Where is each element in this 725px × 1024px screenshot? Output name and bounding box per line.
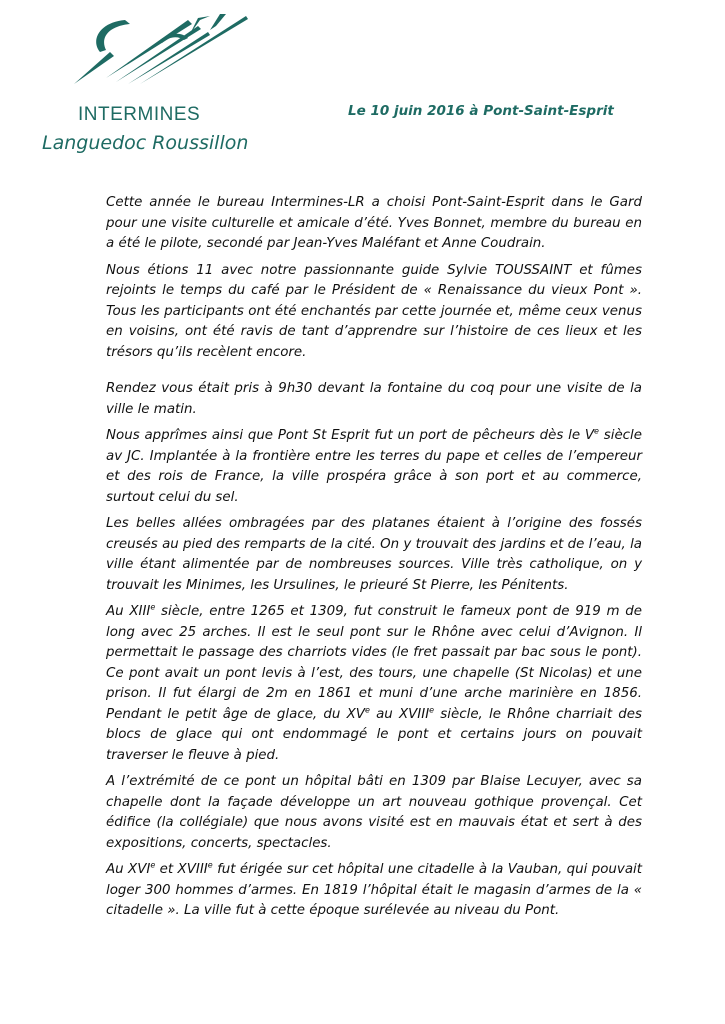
paragraph [106, 602, 642, 766]
paragraph: Cette année le bureau Intermines-LR a choisi Pont-Saint-Esprit dans le Gard pour une visite culturelle et amicale d’été. Yves Bonnet, membre du bureau en a été le pilote, secondé par Jean-Yves Maléfant et Anne Coudrain. [106, 195, 642, 251]
paragraph: Les belles allées ombragées par des platanes étaient à l’origine des fossés creusés au pied des remparts de la cité. On y trouvait des jardins et de l’eau, la ville étant alimentée par de nombreuses sources. Ville très catholique, on y trouvait les Minimes, les Ursulines, le prieuré St Pierre, les Pénitents. [106, 516, 642, 593]
text-run: fut érigée sur cet hôpital une citadelle à la Vauban, qui pouvait loger 300 hommes d’armes. En 1819 l’hôpital était le magasin d’armes de la « citadelle ». La ville fut à cette époque surélevée au niveau du Pont. [106, 862, 643, 918]
text-run: Au XVI [106, 862, 151, 877]
logo-subtitle: Languedoc Roussillon [42, 132, 249, 154]
text-run: et XVIII [155, 862, 208, 877]
intermines-emblem-icon [70, 12, 250, 92]
superscript: e [150, 602, 156, 612]
text-run: Au XIII [106, 604, 151, 619]
article-body [106, 193, 642, 922]
date-line: Le 10 juin 2016 à Pont-Saint-Esprit [348, 103, 614, 119]
text-run: siècle, entre 1265 et 1309, fut construit le fameux pont de 919 m de long avec 25 arches. Il est le seul pont sur le Rhône avec celui d’Avignon. Il permettait le passage des charriots vides (le fret passait par bac sous le pont). Ce pont avait un pont levis à l’est, des tours, une chapelle (St Nicolas) et une prison. Il fut élargi de 2m en 1861 et muni d’une arche marinière en 1856. Pendant le petit âge de glace, du XV [106, 604, 642, 722]
superscript: e [429, 705, 435, 715]
logo-title: INTERMINES [78, 104, 201, 125]
text-run: au XVIII [369, 706, 430, 722]
superscript: e [364, 705, 370, 715]
paragraph: Rendez vous était pris à 9h30 devant la fontaine du coq pour une visite de la ville le matin. [106, 381, 642, 417]
superscript: e [207, 860, 213, 870]
text-run: siècle av JC. Implantée à la frontière entre les terres du pape et celles de l’empereur et des rois de France, la ville prospéra grâce à son port et au commerce, surtout celui du sel. [106, 428, 643, 505]
text-run: siècle, le Rhône charriait des blocs de glace qui ont endommagé le pont et certains jours on pouvait traverser le fleuve à pied. [106, 706, 643, 763]
superscript: e [150, 860, 156, 870]
intermines-logo [40, 12, 280, 152]
superscript: e [594, 426, 599, 436]
paragraph [106, 426, 642, 508]
paragraph [106, 860, 642, 922]
paragraph: A l’extrémité de ce pont un hôpital bâti en 1309 par Blaise Lecuyer, avec sa chapelle dont la façade développe un art nouveau gothique provençal. Cet édifice (la collégiale) que nous avons visité est en mauvais état et sert à des expositions, concerts, spectacles. [106, 774, 642, 851]
text-run: Nous apprîmes ainsi que Pont St Esprit fut un port de pêcheurs dès le V [106, 428, 595, 443]
paragraph: Nous étions 11 avec notre passionnante guide Sylvie TOUSSAINT et fûmes rejoints le temps du café par le Président de « Renaissance du vieux Pont ». Tous les participants ont été enchantés par cette journée et, même ceux venus en voisins, ont été ravis de tant d’apprendre sur l’histoire de ces lieux et les trésors qu’ils recèlent encore. [106, 262, 642, 360]
